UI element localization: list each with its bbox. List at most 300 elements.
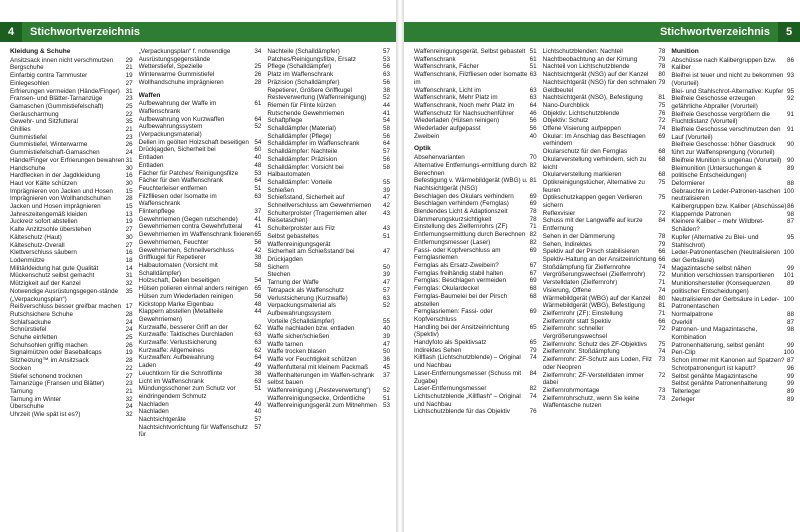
index-entry-page: 69 bbox=[529, 200, 537, 208]
index-entry bbox=[414, 63, 537, 71]
index-entry-term: Gewehrriemen, Schnellverschluss bbox=[138, 246, 234, 254]
index-entry-page: 67 bbox=[529, 269, 537, 277]
index-entry-term: Waffenreinigung („Resteverwertung“) bbox=[267, 386, 371, 394]
index-entry-page: 75 bbox=[658, 178, 666, 186]
index-entry bbox=[267, 133, 390, 141]
index-entry-term: Selbst gebasteltes Waffenreinigungsgerät bbox=[267, 232, 331, 248]
section-heading: Munition bbox=[671, 48, 699, 55]
index-entry bbox=[671, 211, 794, 219]
index-entry-term: Optikschutzkappen gegen Verlieren sichern bbox=[542, 194, 643, 210]
index-entry-term: Waffenreinigungsecke, Ordentliche bbox=[267, 394, 366, 402]
index-entry bbox=[671, 141, 794, 156]
index-entry-page: 68 bbox=[658, 155, 666, 163]
index-entry-term: Resteverwertung (Waffenreinigung) bbox=[267, 94, 367, 102]
index-entry-page: 57 bbox=[254, 423, 262, 431]
index-entry bbox=[10, 349, 133, 357]
index-entry-term: Entladen bbox=[138, 154, 164, 162]
index-entry bbox=[671, 319, 794, 327]
index-entry bbox=[139, 170, 262, 178]
index-entry-term: Waffenreinigungsgerät, Selbst gebastelt bbox=[414, 48, 526, 55]
index-entry-term: Kupfer (Alternative zu Blei- und Stahlschrot) bbox=[671, 233, 759, 249]
index-entry bbox=[139, 362, 262, 370]
index-entry-term: Mückenschutz selbst gemacht bbox=[10, 272, 95, 280]
index-entry bbox=[267, 387, 390, 395]
index-entry bbox=[10, 64, 133, 72]
index-entry-page: 78 bbox=[529, 215, 537, 223]
index-entry-page: 95 bbox=[787, 87, 795, 95]
index-entry-page: 65 bbox=[254, 231, 262, 239]
index-entry bbox=[543, 318, 666, 326]
index-entry-term: Waffenschrank, Noch mehr Platz im bbox=[414, 101, 515, 109]
index-entry-term: Nachtsichtgerät (NSG) für den schmalen Geldbeutel bbox=[542, 78, 657, 94]
index-entry-page: 32 bbox=[125, 395, 133, 403]
index-entry-term: Handschuhe bbox=[10, 164, 46, 172]
index-entry-term: Rutschende Gewehrriemen bbox=[267, 109, 344, 117]
index-entry bbox=[267, 164, 390, 179]
index-entry-page: 82 bbox=[529, 161, 537, 169]
index-entry-page: 55 bbox=[383, 178, 391, 186]
index-entry-page: 63 bbox=[529, 86, 537, 94]
right-page-title: Stichwortverzeichnis bbox=[659, 26, 770, 38]
section-heading: Kleidung & Schuhe bbox=[10, 48, 71, 55]
index-entry-page: 44 bbox=[383, 101, 391, 109]
index-entry bbox=[543, 302, 666, 310]
index-entry-term: Repetierer, Größere Griffkugel bbox=[267, 86, 352, 94]
index-entry-page: 82 bbox=[529, 385, 537, 393]
index-entry bbox=[10, 157, 133, 165]
index-entry-page: 76 bbox=[529, 408, 537, 416]
index-entry bbox=[267, 302, 390, 317]
index-entry bbox=[10, 319, 133, 327]
index-entry bbox=[267, 179, 390, 187]
index-entry bbox=[267, 225, 390, 233]
index-entry-page: 63 bbox=[383, 71, 391, 79]
index-entry-page: 27 bbox=[125, 241, 133, 249]
index-entry-page: 19 bbox=[125, 72, 133, 80]
index-entry-page: 74 bbox=[658, 286, 666, 294]
index-column bbox=[267, 48, 390, 439]
index-entry-term: Nachteile (Schalldämpfer) bbox=[267, 48, 340, 55]
index-entry bbox=[267, 333, 390, 341]
index-entry-page: 66 bbox=[658, 248, 666, 256]
index-entry bbox=[267, 202, 390, 210]
index-entry-page: 86 bbox=[787, 56, 795, 64]
index-entry bbox=[139, 416, 262, 424]
index-entry-page: 22 bbox=[125, 364, 133, 372]
index-entry-term: Tarnanzüge (Fransen und Blätter) bbox=[10, 380, 105, 388]
index-entry-page: 38 bbox=[254, 369, 262, 377]
index-entry-page: 40 bbox=[254, 154, 262, 162]
index-entry bbox=[267, 295, 390, 303]
index-entry-page: 53 bbox=[383, 402, 391, 410]
index-entry bbox=[139, 247, 262, 255]
index-entry bbox=[671, 280, 794, 295]
index-entry-page: 100 bbox=[783, 249, 795, 257]
index-entry bbox=[671, 388, 794, 396]
index-entry bbox=[139, 146, 262, 154]
index-entry-term: Kickstopp Marke Eigenbau bbox=[138, 300, 214, 308]
index-entry-term: Schulterprolster aus Filz bbox=[267, 225, 335, 233]
index-entry-page: 88 bbox=[787, 310, 795, 318]
index-entry-page: 68 bbox=[658, 148, 666, 156]
index-entry-term: Gewehrriemen im Waffenschrank fixieren bbox=[138, 231, 254, 239]
index-entry bbox=[671, 265, 794, 273]
index-entry-term: Patches/Reinigungsfilze, Ersatz bbox=[267, 55, 356, 63]
index-entry-term: Schießstand, Sicherheit auf bbox=[267, 194, 345, 202]
index-entry-term: Normalpatrone bbox=[671, 310, 713, 318]
index-entry-term: Fächer für den Waffenschrank bbox=[138, 177, 224, 185]
index-entry-page: 48 bbox=[254, 161, 262, 169]
index-entry-term: Holzschaft, Dellen beseitigen bbox=[138, 277, 220, 285]
index-entry bbox=[139, 100, 262, 115]
index-entry-page: 16 bbox=[125, 249, 133, 257]
index-entry-term: Kurzwaffe, besserer Griff an der bbox=[138, 323, 228, 331]
index-entry-term: Wärmebildgerät (WBG) auf der Kanzel bbox=[542, 294, 651, 302]
index-entry-term: Klappern abstellen (Metallteile Gewehrriemen) bbox=[138, 308, 224, 323]
index-entry-page: 49 bbox=[254, 400, 262, 408]
index-entry-page: 41 bbox=[254, 215, 262, 223]
index-entry bbox=[139, 385, 262, 400]
index-entry bbox=[267, 248, 390, 263]
index-entry-page: 71 bbox=[658, 309, 666, 317]
index-entry-page: 96 bbox=[787, 364, 795, 372]
index-entry bbox=[671, 349, 794, 357]
left-page-number: 4 bbox=[0, 22, 22, 42]
index-entry-page: 71 bbox=[658, 279, 666, 287]
index-entry bbox=[671, 203, 794, 211]
index-entry-term: Waffenschrank, Licht im bbox=[414, 86, 481, 94]
index-entry bbox=[139, 223, 262, 231]
index-entry-term: Einlegesohlen bbox=[10, 79, 50, 87]
index-entry bbox=[414, 193, 537, 201]
index-entry-term: Imprägnieren von Wollhandschuhen bbox=[10, 195, 111, 203]
index-entry bbox=[10, 311, 133, 319]
index-entry-term: Okular: Im Anschlag das Beschlagen verhindern bbox=[542, 132, 646, 148]
index-entry-page: 31 bbox=[125, 156, 133, 164]
index-entry bbox=[139, 63, 262, 71]
index-entry bbox=[414, 216, 537, 224]
index-entry-term: Waffenfutteral mit kleinem Packmaß bbox=[267, 363, 369, 371]
index-entry-page: 24 bbox=[125, 403, 133, 411]
index-entry-term: Wärmebildgerät (WBG), Befestigung bbox=[542, 302, 645, 310]
index-entry-term: Schalldämpfer (Pflege) bbox=[267, 132, 332, 140]
index-entry-page: 89 bbox=[787, 387, 795, 395]
index-entry bbox=[543, 387, 666, 395]
index-entry-term: Bleifreie Geschosse vergrößern die Fluchtdistanz (Vorurteil) bbox=[671, 110, 771, 126]
index-entry-term: Verstelldaten (Zielfernrohr) bbox=[542, 279, 618, 287]
index-entry-term: Nachtsichtgerät (NSG), Befestigung bbox=[542, 94, 643, 102]
index-entry bbox=[139, 331, 262, 339]
index-entry bbox=[543, 241, 666, 249]
index-entry-page: 17 bbox=[125, 303, 133, 311]
index-entry-term: Nachteil von Lichtschutzblende bbox=[542, 63, 630, 71]
index-entry-page: 66 bbox=[658, 317, 666, 325]
index-entry-page: 58 bbox=[383, 163, 391, 171]
left-index-columns bbox=[10, 48, 390, 439]
index-entry bbox=[671, 218, 794, 233]
index-entry bbox=[267, 56, 390, 64]
index-column bbox=[671, 48, 794, 416]
index-entry bbox=[671, 373, 794, 381]
index-entry-page: 74 bbox=[658, 125, 666, 133]
index-entry-term: Stechen bbox=[267, 271, 291, 279]
index-entry-page: 81 bbox=[658, 302, 666, 310]
index-entry bbox=[543, 248, 666, 256]
index-entry bbox=[414, 208, 537, 216]
index-entry-term: Fernglas: Okulardeckel bbox=[414, 285, 479, 293]
index-entry-term: Winterwarme Gummistiefel bbox=[138, 71, 215, 79]
index-entry-term: Socken bbox=[10, 364, 32, 372]
index-entry-term: Fassi- oder Kopfverschluss am Fernglasriemen bbox=[414, 246, 501, 262]
index-entry-term: Kalte Anzitzsohle überstehen bbox=[10, 226, 92, 234]
index-entry bbox=[139, 262, 262, 277]
index-entry-page: 50 bbox=[383, 348, 391, 356]
index-entry bbox=[671, 72, 794, 87]
index-entry-term: Präzision (Schalldämpfer) bbox=[267, 78, 340, 86]
index-entry-page: 99 bbox=[787, 264, 795, 272]
index-entry-term: Bleifreie Geschosse verschmutzen den Lauf (Vorurteil) bbox=[671, 126, 781, 141]
index-entry-term: Spektiv auf der Pirsch stabilisieren bbox=[542, 248, 639, 256]
index-entry-page: 38 bbox=[254, 254, 262, 262]
index-entry-term: Schalldämpfer im Waffenschrank bbox=[267, 140, 360, 148]
index-entry-term: Juckreiz sofort abstellen bbox=[10, 218, 78, 226]
index-entry bbox=[10, 141, 133, 149]
index-entry bbox=[414, 239, 537, 247]
index-entry-term: Okularverstellung verhindern, sich zu leicht bbox=[542, 155, 647, 171]
index-entry bbox=[543, 102, 666, 110]
index-entry bbox=[414, 277, 537, 285]
index-entry-page: 30 bbox=[125, 164, 133, 172]
index-entry bbox=[414, 87, 537, 95]
index-entry bbox=[267, 156, 390, 164]
index-entry bbox=[414, 71, 537, 86]
index-entry-page: 81 bbox=[658, 94, 666, 102]
index-entry-term: Kurzwaffe: Taktisches Durchladen bbox=[138, 331, 234, 339]
index-entry-page: 51 bbox=[254, 184, 262, 192]
index-entry bbox=[10, 118, 133, 126]
index-entry-page: 78 bbox=[658, 63, 666, 71]
index-entry bbox=[10, 149, 133, 157]
index-entry-term: Kälteschutz (Haut) bbox=[10, 233, 62, 241]
index-entry-page: 68 bbox=[658, 171, 666, 179]
index-entry-page: 75 bbox=[658, 101, 666, 109]
index-entry-page: 32 bbox=[125, 280, 133, 288]
index-entry-page: 64 bbox=[383, 140, 391, 148]
index-entry-page: 21 bbox=[125, 64, 133, 72]
index-entry-page: 61 bbox=[529, 55, 537, 63]
index-entry-page: 100 bbox=[783, 295, 795, 303]
index-entry-page: 80 bbox=[658, 294, 666, 302]
index-entry-page: 62 bbox=[254, 323, 262, 331]
index-entry bbox=[267, 264, 390, 272]
index-entry bbox=[543, 210, 666, 218]
book-gutter bbox=[396, 0, 404, 532]
index-entry-page: 89 bbox=[787, 280, 795, 288]
index-column bbox=[414, 48, 537, 416]
index-entry-page: 69 bbox=[529, 192, 537, 200]
index-entry-term: Offene Visierung aufpeppen bbox=[542, 125, 621, 133]
index-entry-page: 69 bbox=[529, 246, 537, 254]
index-entry bbox=[10, 103, 133, 111]
index-entry bbox=[414, 223, 537, 231]
index-entry bbox=[543, 63, 666, 71]
index-entry-term: Zielfernrohr: Schutz des ZF-Objektivs bbox=[542, 340, 647, 348]
index-entry-term: Zielfernrohr: schneller Vergrößerungswechsel bbox=[542, 325, 608, 341]
index-entry-term: Overkill bbox=[671, 318, 693, 326]
index-entry-page: 44 bbox=[254, 308, 262, 316]
index-entry-term: Selbst genähte Magazintasche bbox=[671, 372, 758, 380]
index-entry-term: Halbautomaten (Vorsicht mit Schalldämpfer) bbox=[138, 261, 218, 277]
index-entry bbox=[139, 293, 262, 301]
index-entry-term: Waffe trocken blasen bbox=[267, 348, 327, 356]
index-entry-page: 63 bbox=[254, 192, 262, 200]
index-entry-term: Lichtschutzblende „Killflash“ – Original und Nachbau bbox=[414, 392, 521, 408]
index-entry bbox=[543, 156, 666, 171]
index-entry-term: Stoßdämpfung für Zielfernrohre bbox=[542, 263, 631, 271]
index-entry bbox=[414, 385, 537, 393]
index-entry-page: 89 bbox=[787, 164, 795, 172]
index-entry bbox=[10, 211, 133, 219]
index-column bbox=[10, 48, 133, 439]
index-entry bbox=[414, 133, 537, 141]
index-entry-term: Tarnung der Waffe bbox=[267, 279, 319, 287]
index-entry-term: Beschlagen verhindern (Fernglas) bbox=[414, 200, 509, 208]
index-entry-page: 76 bbox=[658, 109, 666, 117]
index-entry-page: 16 bbox=[125, 172, 133, 180]
index-entry-page: 52 bbox=[254, 123, 262, 131]
index-entry-page: 40 bbox=[254, 408, 262, 416]
index-entry-page: 52 bbox=[383, 94, 391, 102]
index-entry-page: 98 bbox=[787, 210, 795, 218]
index-entry-page: 28 bbox=[254, 78, 262, 86]
index-entry bbox=[414, 102, 537, 110]
index-entry-term: Riemen für Flinte kürzen bbox=[267, 101, 336, 109]
index-entry-term: Schnürstiefel bbox=[10, 326, 47, 334]
index-entry-term: Signalmützen oder Baseballcaps bbox=[10, 349, 102, 357]
index-entry-term: Bleifreie Munition is ungenau (Vorurteil) bbox=[671, 156, 782, 164]
index-entry bbox=[139, 154, 262, 162]
index-entry-page: 31 bbox=[125, 272, 133, 280]
index-entry-page: 42 bbox=[254, 246, 262, 254]
index-entry bbox=[139, 324, 262, 332]
index-entry-page: 19 bbox=[125, 349, 133, 357]
index-entry-page: 57 bbox=[254, 416, 262, 424]
index-entry bbox=[267, 210, 390, 225]
index-entry bbox=[671, 180, 794, 188]
index-entry bbox=[414, 231, 537, 239]
index-entry-page: 63 bbox=[254, 377, 262, 385]
index-entry-term: Gummistiefel bbox=[10, 133, 47, 141]
index-entry-term: Schnellverschluss am Gewehrriemen bbox=[267, 202, 372, 210]
index-entry-page: 69 bbox=[529, 277, 537, 285]
index-entry-page: 93 bbox=[787, 72, 795, 80]
index-entry bbox=[10, 380, 133, 388]
index-entry bbox=[10, 88, 133, 96]
index-entry bbox=[671, 380, 794, 388]
index-entry bbox=[267, 341, 390, 349]
index-entry-term: Nachladen bbox=[138, 408, 169, 416]
index-entry bbox=[267, 71, 390, 79]
index-entry bbox=[139, 193, 262, 208]
index-entry-term: Patronenhalterung, selbst genäht bbox=[671, 341, 765, 349]
index-entry-page: 49 bbox=[254, 362, 262, 370]
index-entry bbox=[543, 110, 666, 118]
index-entry-term: Pen-Clip bbox=[671, 349, 696, 357]
index-entry-term: Gewehr- und Sitzfutteral bbox=[10, 118, 78, 126]
index-entry bbox=[267, 356, 390, 364]
index-entry-term: Fernglasriemen: Fassi- oder Kopfverschluss bbox=[414, 308, 493, 323]
index-entry-term: „Verpackungsplan“ f. notwendige Ausrüstungsgegenstände bbox=[138, 48, 231, 63]
index-entry-page: 22 bbox=[125, 110, 133, 118]
index-entry bbox=[267, 187, 390, 195]
index-entry-page: 28 bbox=[125, 195, 133, 203]
index-entry-term: Einfarbig contra Tarnmuster bbox=[10, 72, 88, 80]
index-entry bbox=[543, 117, 666, 125]
index-entry bbox=[267, 318, 390, 326]
index-entry-term: Aufbewahrungssystem (Verpackungsmaterial) bbox=[138, 123, 203, 139]
index-entry bbox=[267, 279, 390, 287]
left-page bbox=[0, 0, 396, 532]
index-entry-page: 79 bbox=[658, 240, 666, 248]
index-entry-term: Kalibergruppen bzw. Kaliber (Abschüsse) bbox=[671, 203, 787, 211]
index-entry bbox=[267, 117, 390, 125]
index-entry bbox=[139, 208, 262, 216]
index-entry-term: Jacken und Hosen imprägnieren bbox=[10, 203, 101, 211]
index-entry-page: 27 bbox=[125, 372, 133, 380]
index-entry-term: Dellen im geölten Holzschaft beseitigen bbox=[138, 138, 249, 146]
index-entry-term: Kurzwaffe: Verlustsicherung bbox=[138, 339, 217, 347]
index-entry bbox=[543, 171, 666, 179]
right-index-columns bbox=[414, 48, 794, 416]
index-entry-page: 74 bbox=[658, 348, 666, 356]
index-entry bbox=[414, 270, 537, 278]
index-entry bbox=[543, 217, 666, 232]
index-entry-term: Blendendes Licht & Adaptionszeit bbox=[414, 208, 508, 216]
index-entry-page: 99 bbox=[787, 341, 795, 349]
index-entry bbox=[10, 411, 133, 419]
index-entry-term: Wollhandschuhe imprägnieren bbox=[138, 78, 224, 86]
index-entry-term: Zielfernrohrschutz, wenn Sie keine Waffentasche nutzen bbox=[542, 394, 640, 410]
index-entry-term: Platz im Waffenschrank bbox=[267, 71, 334, 79]
index-entry bbox=[139, 408, 262, 416]
index-entry-page: 66 bbox=[658, 255, 666, 263]
index-entry-term: Sitzheizung™ im Ansitzsack bbox=[10, 357, 89, 365]
index-entry bbox=[10, 111, 133, 119]
index-entry-term: Patronen- und Magazintasche, Kombination bbox=[671, 326, 758, 342]
index-entry-term: Bleifreie Geschosse erzeugen gefährliche Abpraller (Vorurteil) bbox=[671, 95, 758, 110]
index-entry-term: Ansitzsack innen nicht verschmutzen bbox=[10, 56, 114, 64]
index-entry-page: 64 bbox=[529, 101, 537, 109]
index-entry-page: 82 bbox=[529, 231, 537, 239]
index-entry-page: 24 bbox=[125, 149, 133, 157]
index-entry-term: Schalldämpfer: Vorsicht bei Halbautomaten bbox=[267, 163, 344, 179]
index-entry bbox=[543, 295, 666, 303]
index-entry-term: Okularverstellung markieren bbox=[542, 171, 622, 179]
index-entry bbox=[543, 264, 666, 272]
index-entry-term: Lichtschutzblende für das Objektiv bbox=[414, 408, 510, 416]
index-entry-term: Gebrauchte in Leder-Patronen-taschen neutralisieren bbox=[671, 187, 781, 203]
index-entry-term: Fernglas freihändig stabil halten bbox=[414, 269, 504, 277]
index-entry bbox=[10, 218, 133, 226]
index-entry bbox=[267, 402, 390, 410]
index-entry-page: 84 bbox=[529, 369, 537, 377]
index-entry-page: 54 bbox=[383, 117, 391, 125]
index-entry-page: 25 bbox=[125, 102, 133, 110]
index-entry bbox=[267, 140, 390, 148]
index-entry-page: 78 bbox=[658, 48, 666, 55]
index-entry bbox=[414, 94, 537, 102]
left-page-title: Stichwortverzeichnis bbox=[30, 26, 141, 38]
